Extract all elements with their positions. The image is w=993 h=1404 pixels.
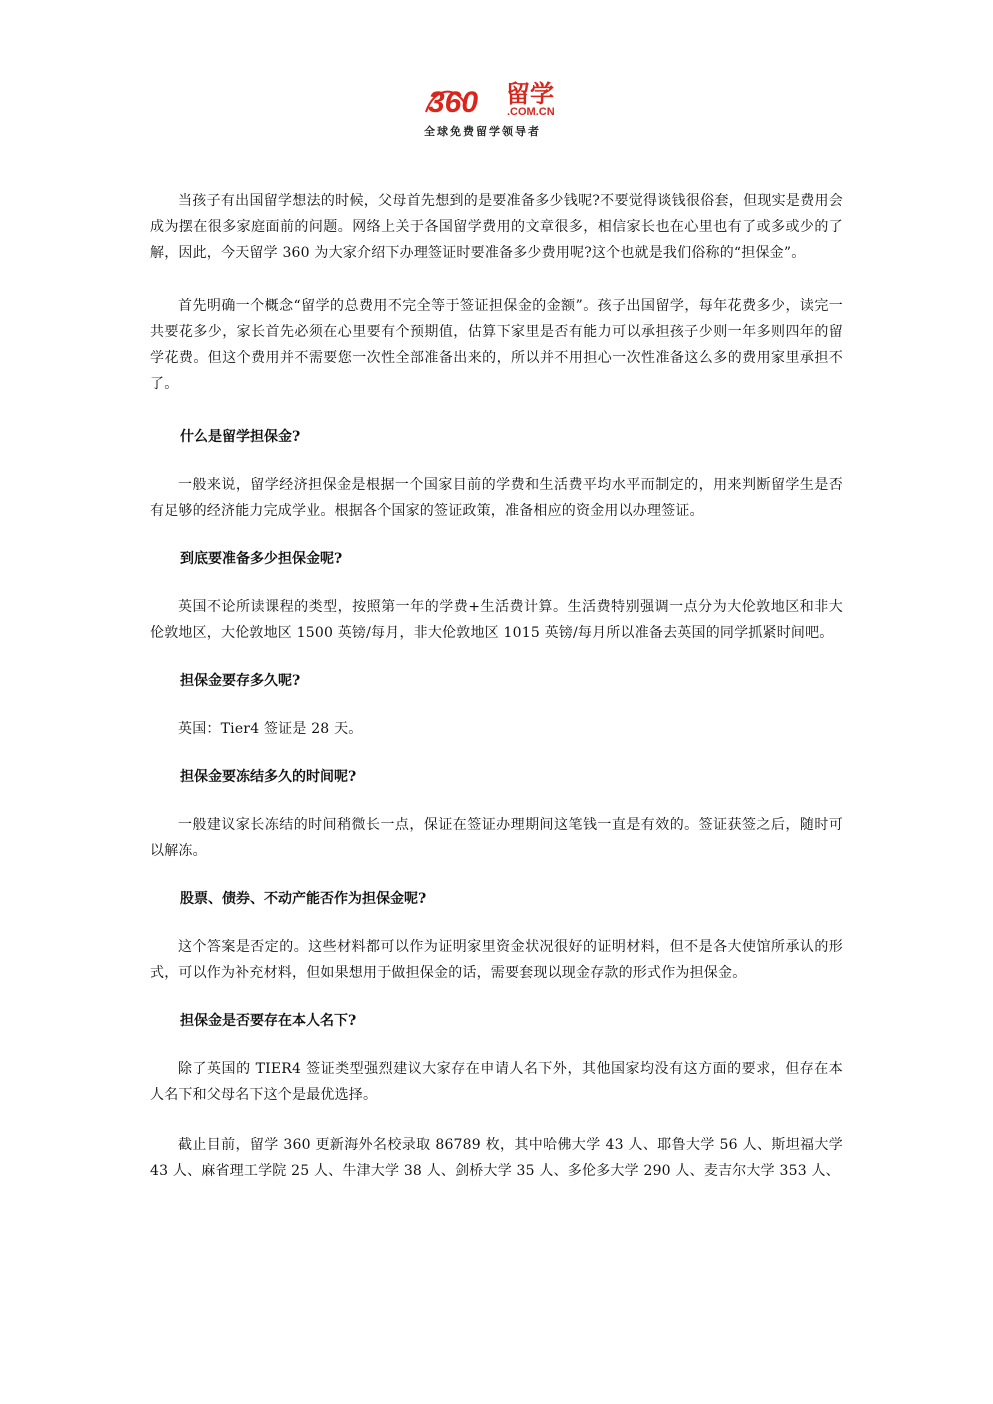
concept-paragraph: 首先明确一个概念“留学的总费用不完全等于签证担保金的金额”。孩子出国留学，每年花费多少，读完一共要花多少，家长首先必须在心里要有个预期值，估算下家里是否有能力可以承担孩子少则一年多则四年的留学花费。但这个费用并不需要您一次性全部准备出来的，所以并不用担心一次性准备这么多的费用家里承担不了。 (150, 298, 843, 392)
section-heading: 担保金是否要存在本人名下? (180, 1013, 357, 1029)
logo-graphic (420, 72, 580, 142)
logo-brand: 留学 (506, 80, 554, 108)
logo-mark: 360 (428, 86, 479, 119)
definition-paragraph: 一般来说，留学经济担保金是根据一个国家目前的学费和生活费平均水平而制定的，用来判断留学生是否有足够的经济能力完成学业。根据各个国家的签证政策，准备相应的资金用以办理签证。 (150, 477, 843, 519)
site-logo (420, 72, 580, 142)
section-heading: 到底要准备多少担保金呢? (180, 551, 343, 567)
admissions-paragraph: 截止目前，留学 360 更新海外名校录取 86789 枚，其中哈佛大学 43 人、耶鲁大学 56 人、斯坦福大学 43 人、麻省理工学院 25 人、牛津大学 38 人、剑桥大学 35 人、多伦多大学 290 人、麦吉尔大学 353 人、 (150, 1137, 843, 1179)
assets-paragraph: 这个答案是否定的。这些材料都可以作为证明家里资金状况很好的证明材料，但不是各大使馆所承认的形式，可以作为补充材料，但如果想用于做担保金的话，需要套现以现金存款的形式作为担保金。 (150, 939, 843, 981)
article-body (150, 188, 843, 1184)
logo-domain: .COM.CN (507, 106, 555, 118)
section-heading: 担保金要存多久呢? (180, 673, 301, 689)
amount-paragraph: 英国不论所读课程的类型，按照第一年的学费+生活费计算。生活费特别强调一点分为大伦敦地区和非大伦敦地区，大伦敦地区 1500 英镑/每月，非大伦敦地区 1015 英镑/每月所以准备去英国的同学抓紧时间吧。 (150, 599, 843, 641)
logo-tagline: 全球免费留学领导者 (424, 125, 541, 138)
freeze-paragraph: 一般建议家长冻结的时间稍微长一点，保证在签证办理期间这笔钱一直是有效的。签证获签之后，随时可以解冻。 (150, 817, 843, 859)
section-heading: 担保金要冻结多久的时间呢? (180, 769, 357, 785)
section-heading: 股票、债券、不动产能否作为担保金呢? (180, 891, 427, 907)
account-holder-paragraph: 除了英国的 TIER4 签证类型强烈建议大家存在申请人名下外，其他国家均没有这方面的要求，但存在本人名下和父母名下这个是最优选择。 (150, 1061, 843, 1103)
section-heading: 什么是留学担保金? (180, 429, 301, 445)
duration-paragraph: 英国：Tier4 签证是 28 天。 (178, 721, 363, 737)
intro-paragraph: 当孩子有出国留学想法的时候，父母首先想到的是要准备多少钱呢?不要觉得谈钱很俗套，但现实是费用会成为摆在很多家庭面前的问题。网络上关于各国留学费用的文章很多，相信家长也在心里也有了或多或少的了解，因此，今天留学 360 为大家介绍下办理签证时要准备多少费用呢?这个也就是我们俗称的“担保金”。 (150, 193, 843, 261)
